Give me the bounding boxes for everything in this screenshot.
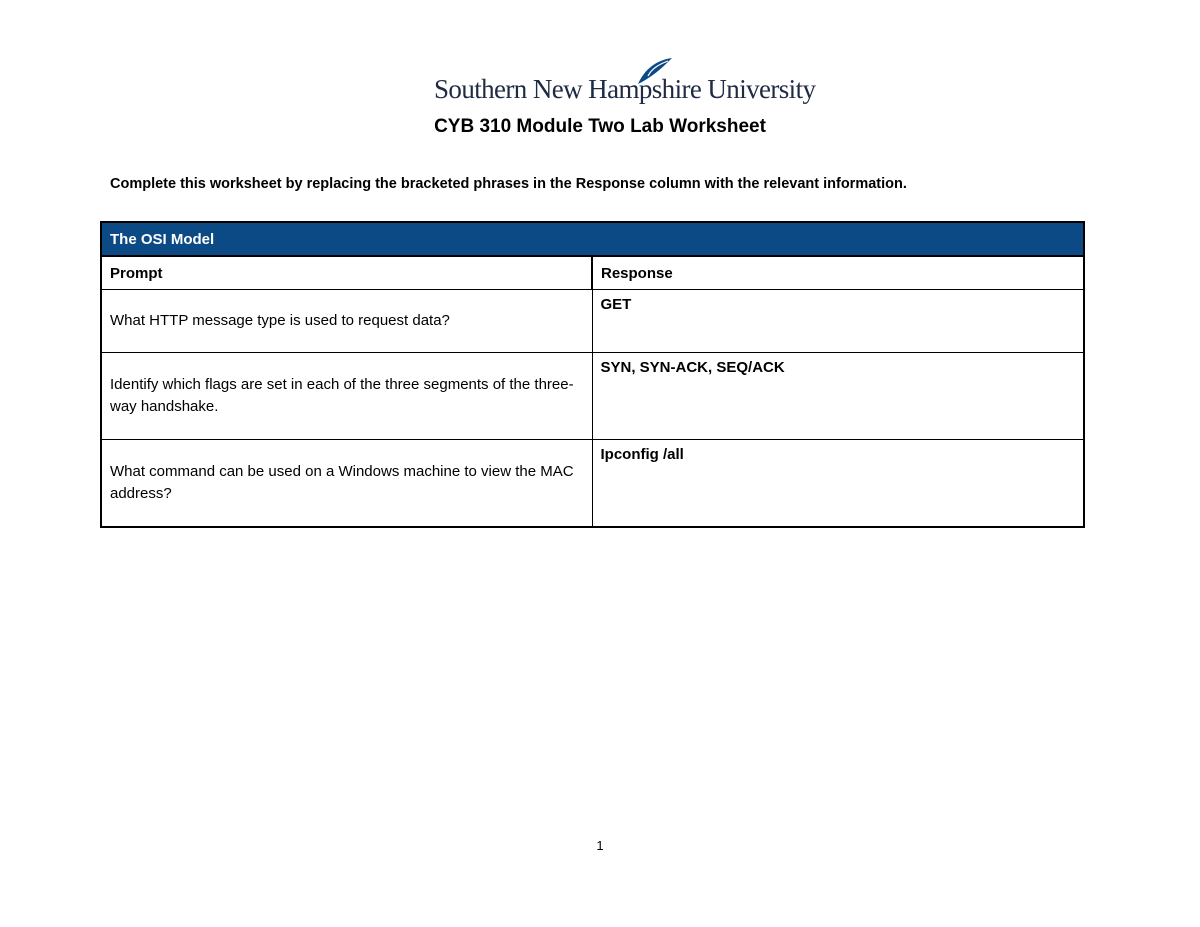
- table-row: [101, 440, 1084, 528]
- prompt-cell: Identify which flags are set in each of the three segments of the three-way handshake.: [101, 353, 592, 440]
- logo-text: Southern New Hampshire University: [434, 74, 816, 104]
- response-cell[interactable]: GET: [592, 290, 1084, 353]
- response-cell[interactable]: Ipconfig /all: [592, 440, 1084, 528]
- column-header-response: Response: [592, 256, 1084, 290]
- column-header-row: [101, 256, 1084, 290]
- university-logo: [434, 56, 816, 108]
- worksheet-table: [100, 221, 1085, 528]
- table-row: [101, 290, 1084, 353]
- page-title: CYB 310 Module Two Lab Worksheet: [434, 116, 766, 137]
- instructions-text: Complete this worksheet by replacing the bracketed phrases in the Response column with the relevant information.: [110, 176, 907, 192]
- section-header-row: [101, 222, 1084, 256]
- table-row: [101, 353, 1084, 440]
- response-cell[interactable]: SYN, SYN-ACK, SEQ/ACK: [592, 353, 1084, 440]
- column-header-prompt: Prompt: [101, 256, 592, 290]
- prompt-cell: What command can be used on a Windows machine to view the MAC address?: [101, 440, 592, 528]
- page-number: 1: [596, 838, 604, 853]
- prompt-cell: What HTTP message type is used to request data?: [101, 290, 592, 353]
- section-title: The OSI Model: [101, 222, 1084, 256]
